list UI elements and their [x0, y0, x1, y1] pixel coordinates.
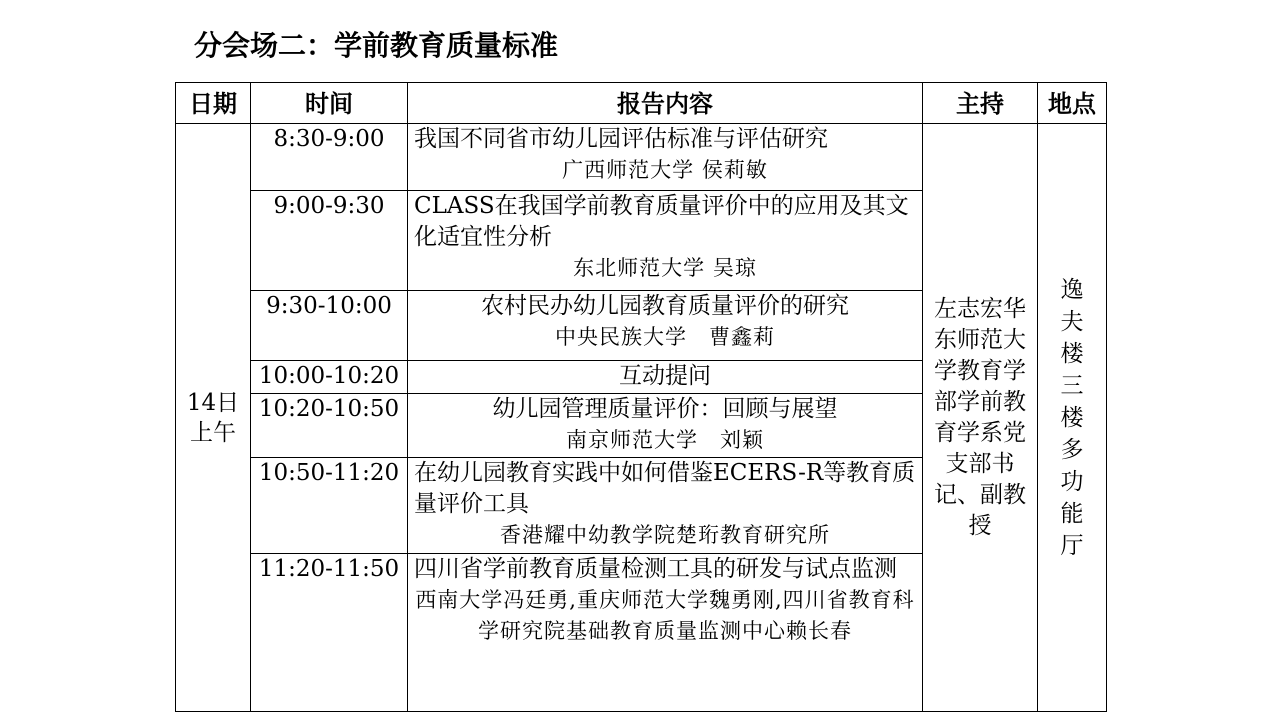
host-cell — [923, 124, 1038, 712]
content-cell — [408, 554, 923, 712]
date-period: 上午 — [190, 419, 236, 446]
header-time: 时间 — [251, 83, 408, 124]
time-cell: 10:00-10:20 — [251, 361, 408, 394]
time-cell: 9:00-9:30 — [251, 191, 408, 291]
report-speaker: 中央民族大学 曹鑫莉 — [555, 325, 775, 349]
content-cell — [408, 458, 923, 554]
report-title: 我国不同省市幼儿园评估标准与评估研究 — [414, 126, 828, 152]
content-cell — [408, 124, 923, 191]
report-speaker: 西南大学冯廷勇,重庆师范大学魏勇刚,四川省教育科学研究院基础教育质量监测中心赖长春 — [415, 588, 915, 643]
host-text: 左志宏华东师范大学教育学部学前教育学系党支部书记、副教授 — [934, 295, 1026, 539]
venue-char: 能 — [1060, 500, 1084, 527]
report-speaker: 南京师范大学 刘颖 — [566, 428, 764, 452]
venue-char: 三 — [1060, 372, 1084, 399]
date-day: 14日 — [186, 389, 240, 416]
time-cell: 10:50-11:20 — [251, 458, 408, 554]
header-date: 日期 — [176, 83, 251, 124]
content-cell — [408, 361, 923, 394]
report-title: CLASS在我国学前教育质量评价中的应用及其文化适宜性分析 — [414, 193, 909, 250]
venue-char: 厅 — [1060, 532, 1084, 559]
content-cell — [408, 291, 923, 361]
report-speaker: 东北师范大学 吴琼 — [573, 256, 757, 280]
header-host: 主持 — [923, 83, 1038, 124]
content-cell — [408, 394, 923, 458]
venue-char: 功 — [1060, 468, 1084, 495]
report-title: 互动提问 — [619, 363, 711, 389]
header-row — [176, 83, 1107, 124]
venue-char: 楼 — [1060, 340, 1084, 367]
schedule-table — [175, 82, 1107, 712]
report-title: 在幼儿园教育实践中如何借鉴ECERS-R等教育质量评价工具 — [414, 460, 916, 517]
date-cell — [176, 124, 251, 712]
time-cell: 11:20-11:50 — [251, 554, 408, 712]
venue-char: 夫 — [1060, 308, 1084, 335]
venue-text — [1038, 274, 1106, 562]
header-venue: 地点 — [1038, 83, 1107, 124]
venue-char: 楼 — [1060, 404, 1084, 431]
page-title: 分会场二：学前教育质量标准 — [194, 29, 559, 62]
report-title: 四川省学前教育质量检测工具的研发与试点监测 — [414, 556, 897, 582]
time-cell: 10:20-10:50 — [251, 394, 408, 458]
header-content: 报告内容 — [408, 83, 923, 124]
venue-cell — [1038, 124, 1107, 712]
venue-char: 逸 — [1060, 276, 1084, 303]
content-cell — [408, 191, 923, 291]
report-speaker: 香港耀中幼教学院楚珩教育研究所 — [500, 523, 830, 547]
report-title: 幼儿园管理质量评价：回顾与展望 — [492, 396, 838, 422]
venue-char: 多 — [1060, 436, 1084, 463]
time-cell: 9:30-10:00 — [251, 291, 408, 361]
report-speaker: 广西师范大学 侯莉敏 — [562, 158, 768, 182]
table-row — [176, 124, 1107, 191]
time-cell: 8:30-9:00 — [251, 124, 408, 191]
report-title: 农村民办幼儿园教育质量评价的研究 — [481, 293, 849, 319]
